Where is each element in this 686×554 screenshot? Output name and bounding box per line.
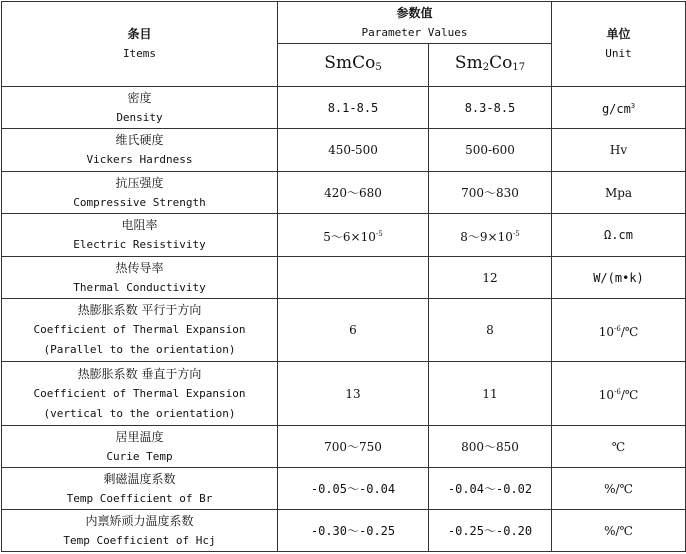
table-row (2, 426, 686, 468)
smco5-value: 13 (278, 362, 429, 426)
items-header-cn: 条目 (127, 27, 152, 41)
value-base: 8～9×10 (460, 229, 513, 244)
smco5-value: 420～680 (278, 172, 429, 214)
unit-value (552, 362, 686, 426)
co17-sub: 17 (512, 61, 526, 73)
items-header-en: Items (122, 47, 157, 60)
table-row (2, 510, 686, 552)
sm2co17-value: 12 (429, 257, 552, 299)
param-header-cn: 参数值 (396, 5, 433, 20)
sm2co17-value: 8 (429, 299, 552, 362)
value-base: 5～6×10 (323, 229, 376, 244)
value-sup: -5 (375, 229, 383, 238)
smco5-value: 6 (278, 299, 429, 362)
item-en: Coefficient of Thermal Expansion (33, 323, 246, 336)
item-en-note: (Parallel to the orientation) (43, 343, 236, 356)
item-cn: 维氏硬度 (115, 133, 164, 147)
item-en: Electric Resistivity (73, 238, 206, 251)
table-row (2, 299, 686, 362)
unit-value (552, 299, 686, 362)
item-en-note: (vertical to the orientation) (43, 406, 236, 420)
smco5-header (278, 44, 429, 87)
item-en: Vickers Hardness (86, 153, 193, 166)
smco5-sub: 5 (375, 61, 382, 73)
item-cn: 居里温度 (115, 429, 164, 444)
item-cell (2, 87, 278, 129)
smco5-base: SmCo (324, 52, 376, 73)
unit-sup: -6 (613, 324, 621, 333)
sm2co17-value: 11 (429, 362, 552, 426)
item-en: Curie Temp (106, 449, 173, 463)
unit-value: Mpa (552, 172, 686, 214)
item-cn: 密度 (127, 90, 152, 105)
unit-base: 10 (598, 388, 614, 402)
item-cell (2, 257, 278, 299)
table-row (2, 257, 686, 299)
item-en: Thermal Conductivity (73, 280, 206, 294)
item-en: Density (116, 110, 163, 124)
property-table (1, 1, 686, 552)
table-row (2, 172, 686, 214)
item-en: Temp Coefficient of Hcj (63, 533, 216, 547)
sm2co17-header (429, 44, 552, 87)
item-en: Temp Coefficient of Br (66, 491, 213, 505)
item-cell (2, 129, 278, 172)
unit-value: Hv (552, 129, 686, 172)
smco5-value (278, 257, 429, 299)
sm2co17-value: 700～830 (429, 172, 552, 214)
param-header-en: Parameter Values (361, 25, 468, 39)
item-cn: 热膨胀系数 垂直于方向 (77, 366, 202, 381)
item-cn: 内禀矫顽力温度系数 (85, 513, 194, 528)
item-cell (2, 426, 278, 468)
item-cell (2, 510, 278, 552)
item-cell (2, 468, 278, 510)
table-row (2, 214, 686, 257)
sm2co17-value: -0.25～-0.20 (429, 510, 552, 552)
sm2co17-value: 800～850 (429, 426, 552, 468)
sm2co17-value (429, 214, 552, 257)
table-row (2, 362, 686, 426)
smco5-value: 700～750 (278, 426, 429, 468)
unit-sup: 3 (630, 102, 636, 110)
item-cn: 剩磁温度系数 (103, 471, 176, 486)
item-en: Compressive Strength (73, 195, 206, 209)
unit-tail: /℃ (620, 388, 639, 402)
table-row (2, 87, 686, 129)
table-row (2, 129, 686, 172)
sm2-base: Sm (454, 52, 483, 73)
unit-value: ℃ (552, 426, 686, 468)
items-header (2, 2, 278, 87)
sm2co17-value: 8.3-8.5 (429, 87, 552, 129)
item-en: Coefficient of Thermal Expansion (33, 386, 246, 400)
item-cn: 抗压强度 (115, 175, 164, 190)
unit-value: %/℃ (552, 468, 686, 510)
item-cell (2, 362, 278, 426)
item-cn: 电阻率 (121, 218, 158, 232)
unit-tail: /℃ (620, 324, 639, 339)
item-cell (2, 214, 278, 257)
unit-value: Ω.cm (552, 214, 686, 257)
unit-value: %/℃ (552, 510, 686, 552)
item-cell (2, 299, 278, 362)
unit-base: g/cm (601, 102, 631, 116)
co17-base: Co (489, 52, 513, 73)
item-cell (2, 172, 278, 214)
unit-value (552, 87, 686, 129)
unit-header-cn: 单位 (606, 27, 631, 41)
table-row (2, 468, 686, 510)
unit-header-en: Unit (605, 47, 632, 60)
item-cn: 热传导率 (115, 260, 164, 275)
header-row (2, 2, 686, 44)
smco5-value: -0.05～-0.04 (278, 468, 429, 510)
smco5-value: -0.30～-0.25 (278, 510, 429, 552)
value-sup: -5 (512, 229, 520, 238)
sm2co17-value: -0.04～-0.02 (429, 468, 552, 510)
unit-value: W/(m•k) (552, 257, 686, 299)
item-cn: 热膨胀系数 平行于方向 (77, 303, 202, 317)
sm2co17-value: 500-600 (429, 129, 552, 172)
smco5-value: 8.1-8.5 (278, 87, 429, 129)
unit-sup: -6 (613, 388, 621, 396)
param-header (278, 2, 552, 44)
sm2-sub: 2 (482, 61, 490, 73)
smco5-value (278, 214, 429, 257)
smco5-value: 450-500 (278, 129, 429, 172)
unit-base: 10 (598, 324, 614, 339)
unit-header (552, 2, 686, 87)
